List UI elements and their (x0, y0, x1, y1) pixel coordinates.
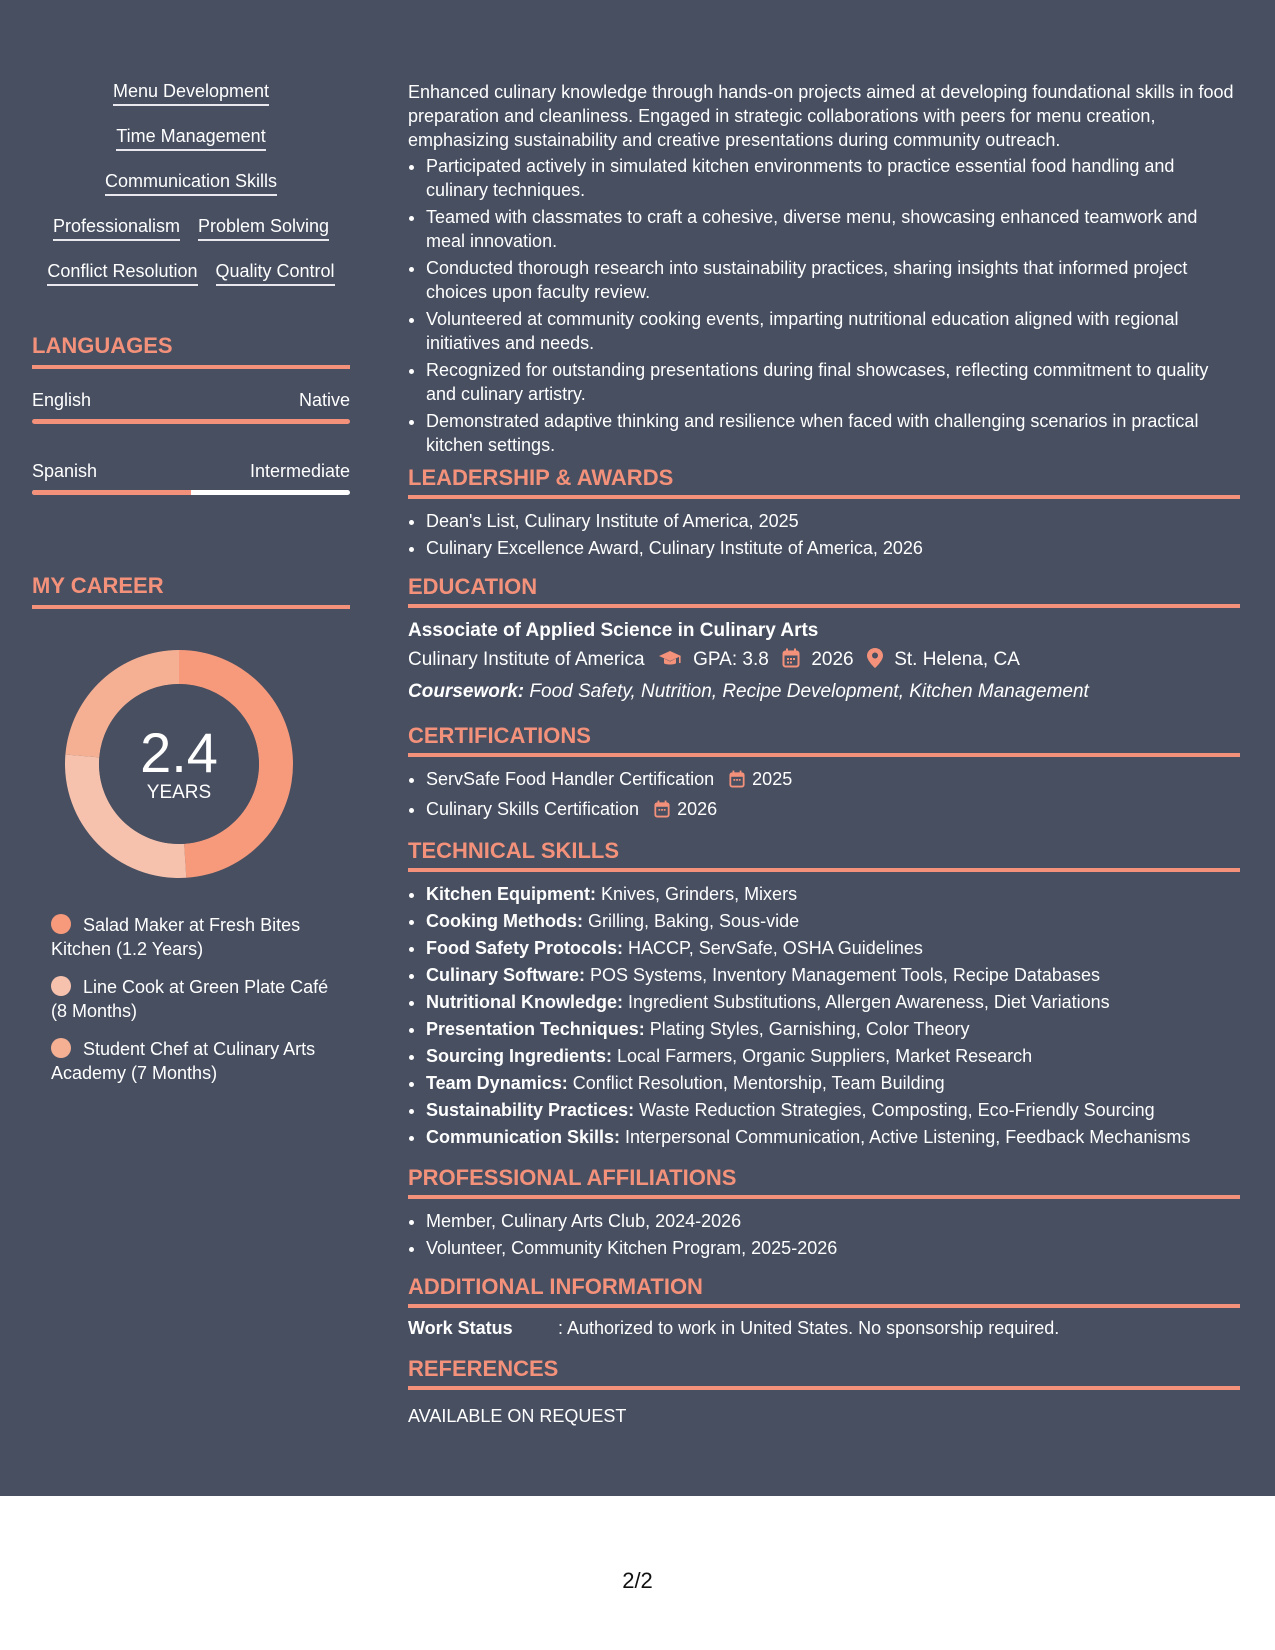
language-level: Native (298, 390, 350, 410)
skill-tag: Time Management (116, 125, 265, 151)
list-item: • Member, Culinary Arts Club, 2024-2026 (426, 1209, 1240, 1233)
skill-value: HACCP, ServSafe, OSHA Guidelines (628, 938, 923, 958)
skill-tag: Problem Solving (198, 215, 329, 241)
career-total: 2.4 (140, 721, 218, 784)
career-dot-icon (51, 1038, 71, 1058)
career-item (51, 1037, 341, 1085)
page-number: 2/2 (622, 1568, 653, 1593)
certifications-heading: CERTIFICATIONS (408, 723, 1240, 757)
career-item (51, 913, 341, 961)
references-text: AVAILABLE ON REQUEST (408, 1406, 627, 1426)
skill-label: Communication Skills: (426, 1127, 621, 1147)
career-donut (64, 649, 294, 879)
skills-list (32, 80, 350, 305)
list-item (426, 963, 1240, 987)
skill-value: Plating Styles, Garnishing, Color Theory (649, 1019, 970, 1039)
skill-tag: Quality Control (216, 260, 335, 286)
language-name: Spanish (32, 461, 98, 481)
experience-summary: Enhanced culinary knowledge through hands-on projects aimed at developing foundational skills in food preparation and cleanliness. Engaged in strategic collaborations with peers for menu creation, emphasizing sustainability and creative presentations during community outreach. (408, 82, 1234, 150)
skill-value: Interpersonal Communication, Active Listening, Feedback Mechanisms (625, 1127, 1191, 1147)
references-heading: REFERENCES (408, 1356, 1240, 1390)
location-pin-icon (867, 648, 883, 676)
graduation-cap-icon (658, 650, 682, 676)
career-unit: YEARS (146, 782, 212, 803)
leadership-heading: LEADERSHIP & AWARDS (408, 465, 1240, 499)
affiliations-heading: PROFESSIONAL AFFILIATIONS (408, 1165, 1240, 1199)
skill-label: Nutritional Knowledge: (426, 992, 623, 1012)
language-bar-fill (32, 490, 191, 495)
skill-tag: Conflict Resolution (47, 260, 197, 286)
list-item: • Recognized for outstanding presentations during final showcases, reflecting commitment to quality and culinary artistry. (426, 358, 1240, 406)
language-name: English (32, 390, 92, 410)
list-item: • Culinary Excellence Award, Culinary Institute of America, 2026 (426, 536, 1240, 560)
career-heading: MY CAREER (32, 573, 350, 609)
education-heading: EDUCATION (408, 574, 1240, 608)
coursework (408, 679, 1240, 705)
skill-value: Conflict Resolution, Mentorship, Team Building (572, 1073, 945, 1093)
skill-value: Knives, Grinders, Mixers (601, 884, 798, 904)
list-item (426, 1017, 1240, 1041)
skill-value: Grilling, Baking, Sous-vide (588, 911, 800, 931)
career-dot-icon (51, 914, 71, 934)
school-name: Culinary Institute of America (408, 649, 645, 670)
skill-label: Team Dynamics: (426, 1073, 568, 1093)
career-label: Student Chef at Culinary Arts Academy (7 Months) (51, 1039, 316, 1083)
technical-heading: TECHNICAL SKILLS (408, 838, 1240, 872)
list-item (426, 1098, 1240, 1122)
skill-label: Sustainability Practices: (426, 1100, 635, 1120)
language-bar-fill (32, 419, 350, 424)
work-status-label: Work Status (408, 1318, 513, 1338)
calendar-icon (782, 648, 800, 676)
skill-label: Kitchen Equipment: (426, 884, 596, 904)
list-item (426, 1125, 1240, 1149)
list-item (426, 882, 1240, 906)
list-item (426, 936, 1240, 960)
skill-label: Cooking Methods: (426, 911, 583, 931)
coursework-list: Food Safety, Nutrition, Recipe Development, Kitchen Management (529, 681, 1089, 702)
coursework-label: Coursework: (408, 681, 525, 702)
certification-year: 2026 (677, 799, 718, 819)
technical-list (408, 882, 1240, 1149)
education-block (408, 618, 1240, 705)
language-item (32, 460, 350, 495)
skill-value: POS Systems, Inventory Management Tools, Recipe Databases (590, 965, 1100, 985)
languages-heading: LANGUAGES (32, 333, 350, 369)
list-item: • Dean's List, Culinary Institute of America, 2025 (426, 509, 1240, 533)
graduation-year: 2026 (811, 649, 854, 670)
skill-label: Sourcing Ingredients: (426, 1046, 613, 1066)
work-status-row (408, 1316, 1240, 1340)
certification-name: ServSafe Food Handler Certification (426, 769, 715, 789)
certification-year: 2025 (752, 769, 793, 789)
language-bar (32, 419, 350, 424)
certification-name: Culinary Skills Certification (426, 799, 640, 819)
list-item: • Volunteered at community cooking events, imparting nutritional education aligned with regional initiatives and needs. (426, 307, 1240, 355)
skill-tag: Menu Development (113, 80, 269, 106)
language-level: Intermediate (249, 461, 350, 481)
career-dot-icon (51, 976, 71, 996)
list-item (426, 797, 1240, 824)
career-label: Line Cook at Green Plate Café (8 Months) (51, 977, 329, 1021)
calendar-icon (729, 770, 745, 794)
list-item (426, 909, 1240, 933)
school-location: St. Helena, CA (894, 649, 1020, 670)
skill-value: Ingredient Substitutions, Allergen Awareness, Diet Variations (628, 992, 1110, 1012)
work-status-value: : Authorized to work in United States. No sponsorship required. (558, 1318, 1060, 1338)
list-item: • Participated actively in simulated kitchen environments to practice essential food handling and culinary techniques. (426, 154, 1240, 202)
skill-value: Local Farmers, Organic Suppliers, Market Research (617, 1046, 1033, 1066)
right-column (408, 80, 1240, 1428)
list-item: • Volunteer, Community Kitchen Program, 2025-2026 (426, 1236, 1240, 1260)
career-list (51, 913, 350, 1085)
skill-label: Presentation Techniques: (426, 1019, 645, 1039)
skill-tag: Professionalism (53, 215, 180, 241)
career-item (51, 975, 341, 1023)
list-item: • Demonstrated adaptive thinking and resilience when faced with challenging scenarios in practical kitchen settings. (426, 409, 1240, 457)
skill-value: Waste Reduction Strategies, Composting, Eco-Friendly Sourcing (639, 1100, 1155, 1120)
language-bar (32, 490, 350, 495)
degree-title: Associate of Applied Science in Culinary Arts (408, 620, 819, 641)
language-item (32, 389, 350, 424)
list-item (426, 767, 1240, 794)
education-meta (408, 647, 1240, 676)
skill-label: Culinary Software: (426, 965, 586, 985)
calendar-icon (654, 800, 670, 824)
skill-tag: Communication Skills (105, 170, 277, 196)
additional-heading: ADDITIONAL INFORMATION (408, 1274, 1240, 1308)
experience-bullets (408, 154, 1240, 457)
list-item (426, 1044, 1240, 1068)
skill-label: Food Safety Protocols: (426, 938, 624, 958)
gpa: GPA: 3.8 (693, 649, 769, 670)
list-item (426, 1071, 1240, 1095)
list-item (426, 990, 1240, 1014)
list-item: • Teamed with classmates to craft a cohesive, diverse menu, showcasing enhanced teamwork and meal innovation. (426, 205, 1240, 253)
left-column (32, 80, 350, 1099)
list-item: • Conducted thorough research into sustainability practices, sharing insights that informed project choices upon faculty review. (426, 256, 1240, 304)
career-label: Salad Maker at Fresh Bites Kitchen (1.2 Years) (51, 915, 301, 959)
